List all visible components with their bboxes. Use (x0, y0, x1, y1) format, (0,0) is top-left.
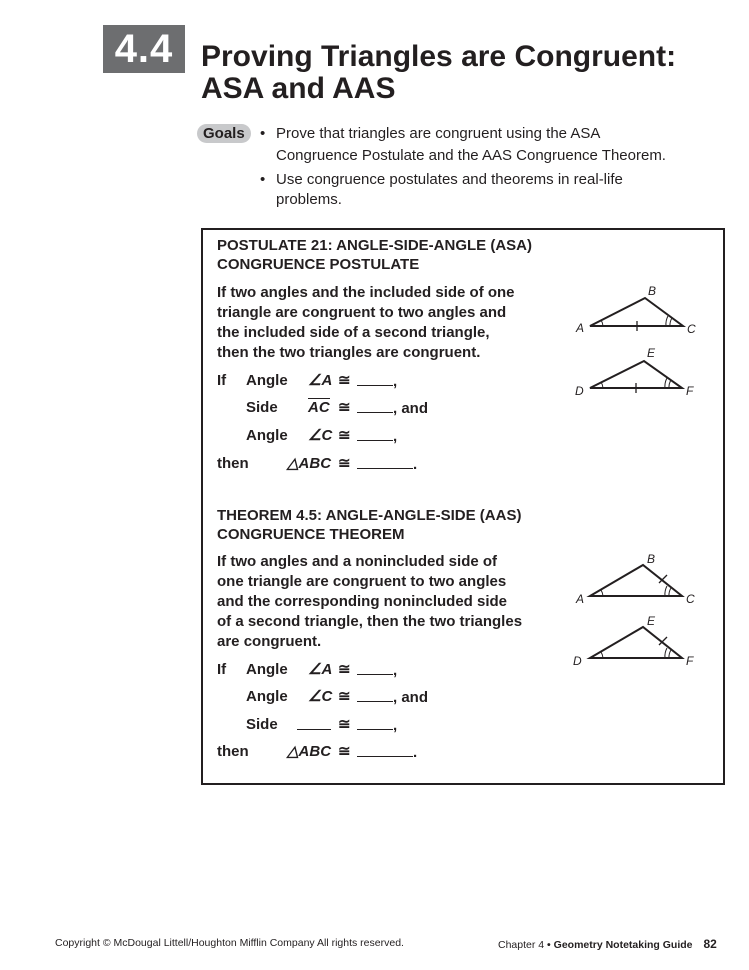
then-expression: △ABC (287, 743, 332, 760)
postulate-heading-2: CONGRUENCE POSTULATE (217, 256, 420, 273)
guide-title: Geometry Notetaking Guide (553, 939, 693, 951)
row-suffix: , and (393, 689, 429, 706)
row-label: Side (246, 399, 278, 416)
then-suffix: . (413, 456, 418, 473)
congruent-symbol: ≅ (338, 688, 351, 705)
vertex-label: D (575, 384, 584, 398)
row-suffix: , and (393, 400, 429, 417)
theorem-body: are congruent. (217, 633, 322, 650)
page-title-line1: Proving Triangles are Congruent: (201, 40, 677, 73)
bullet: • (260, 171, 266, 188)
row-label: Side (246, 716, 278, 733)
vertex-label: B (647, 552, 656, 566)
bullet: • (260, 125, 266, 142)
theorem-body: of a second triangle, then the two triangles (217, 613, 523, 630)
footer-chapter (498, 937, 717, 951)
congruent-symbol: ≅ (338, 716, 351, 733)
section-number: 4.4 (103, 25, 185, 73)
vertex-label: D (573, 654, 582, 668)
then-suffix: . (413, 744, 418, 761)
vertex-label: A (576, 321, 585, 335)
vertex-label: B (648, 284, 657, 298)
row-lead: If (217, 372, 227, 389)
then-expression: △ABC (287, 455, 332, 472)
then-label: then (217, 455, 249, 472)
row-suffix: , (393, 662, 398, 679)
page-title-line2: ASA and AAS (201, 72, 396, 105)
congruent-symbol: ≅ (338, 427, 351, 444)
theorem-body: one triangle are congruent to two angles (217, 573, 507, 590)
congruent-symbol: ≅ (338, 372, 351, 389)
triangle-abc-aas (590, 565, 682, 596)
vertex-label: C (687, 322, 696, 336)
postulate-body: If two angles and the included side of one (217, 284, 515, 301)
row-label: Angle (246, 372, 288, 389)
postulate-body: the included side of a second triangle, (217, 324, 490, 341)
goal-2-line2: problems. (276, 191, 342, 208)
then-label: then (217, 743, 249, 760)
copyright: Copyright © McDougal Littell/Houghton Mifflin Company All rights reserved. (55, 937, 404, 949)
chapter: Chapter 4 (498, 939, 545, 951)
theorem-heading: THEOREM 4.5: ANGLE-ANGLE-SIDE (AAS) (217, 507, 522, 524)
row-suffix: , (393, 428, 398, 445)
vertex-label: C (686, 592, 695, 606)
goal-2-line1: Use congruence postulates and theorems in real-life (276, 171, 623, 188)
row-suffix: , (393, 373, 398, 390)
vertex-label: E (647, 614, 656, 628)
postulate-body: triangle are congruent to two angles and (217, 304, 507, 321)
row-label: Angle (246, 688, 288, 705)
congruent-symbol: ≅ (338, 661, 351, 678)
congruent-symbol: ≅ (338, 399, 351, 416)
theorem-heading-2: CONGRUENCE THEOREM (217, 526, 405, 543)
goal-1-line1: Prove that triangles are congruent using the ASA (276, 125, 601, 142)
separator: • (547, 939, 551, 951)
triangle-def-asa (590, 361, 682, 393)
row-label: Angle (246, 661, 288, 678)
vertex-label: A (576, 592, 585, 606)
theorem-body: If two angles and a nonincluded side of (217, 553, 498, 570)
vertex-label: E (647, 346, 656, 360)
postulate-heading: POSTULATE 21: ANGLE-SIDE-ANGLE (ASA) (217, 237, 533, 254)
row-suffix: , (393, 717, 398, 734)
row-label: Angle (246, 427, 288, 444)
row-expression: ∠A (308, 372, 333, 389)
page-number: 82 (703, 937, 717, 951)
goal-1-line2: Congruence Postulate and the AAS Congruence Theorem. (276, 147, 666, 164)
row-expression: ∠C (308, 688, 333, 705)
row-expression: AC (308, 399, 330, 416)
vertex-label: F (686, 654, 694, 668)
vertex-label: F (686, 384, 694, 398)
row-expression: ∠A (308, 661, 333, 678)
congruent-symbol: ≅ (338, 743, 351, 760)
row-lead: If (217, 661, 227, 678)
postulate-body: then the two triangles are congruent. (217, 344, 481, 361)
row-expression: ∠C (308, 427, 333, 444)
triangle-abc-asa (590, 298, 683, 331)
theorem-body: and the corresponding nonincluded side (217, 593, 508, 610)
congruent-symbol: ≅ (338, 455, 351, 472)
triangle-def-aas (590, 627, 682, 658)
goals-badge: Goals (197, 124, 251, 143)
